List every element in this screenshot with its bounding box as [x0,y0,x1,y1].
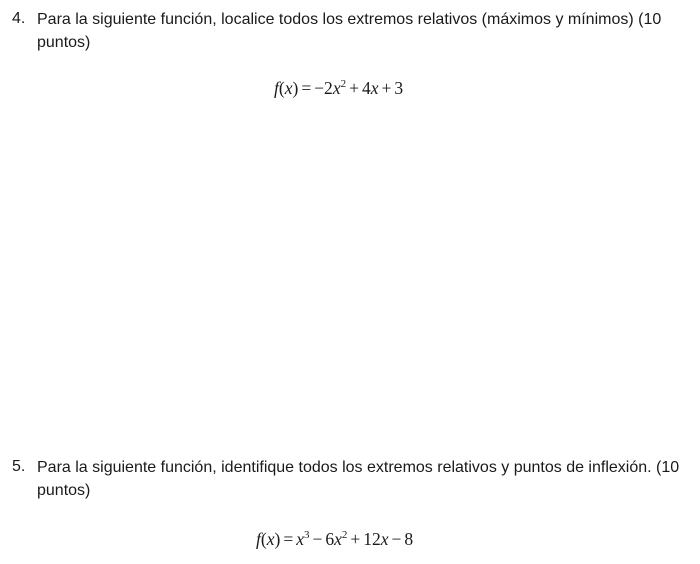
problem-5-number: 5. [12,458,26,475]
problem-4-text: Para la siguiente función, localice todos los extremos relativos (máximos y mínimos) (10 puntos) [37,11,662,51]
problem-4-number: 4. [12,10,26,27]
problem-5-equation: $f(x) = x^3 - 6x^2 + 12x - 8$ [256,529,414,549]
answer-space-problem-4 [0,112,700,442]
problem-4-equation: $f(x) = -2x^2 + 4x + 3$ [274,78,404,98]
problem-5-text: Para la siguiente función, identifique todos los extremos relativos y puntos de inflexión. (10 puntos) [37,459,680,499]
